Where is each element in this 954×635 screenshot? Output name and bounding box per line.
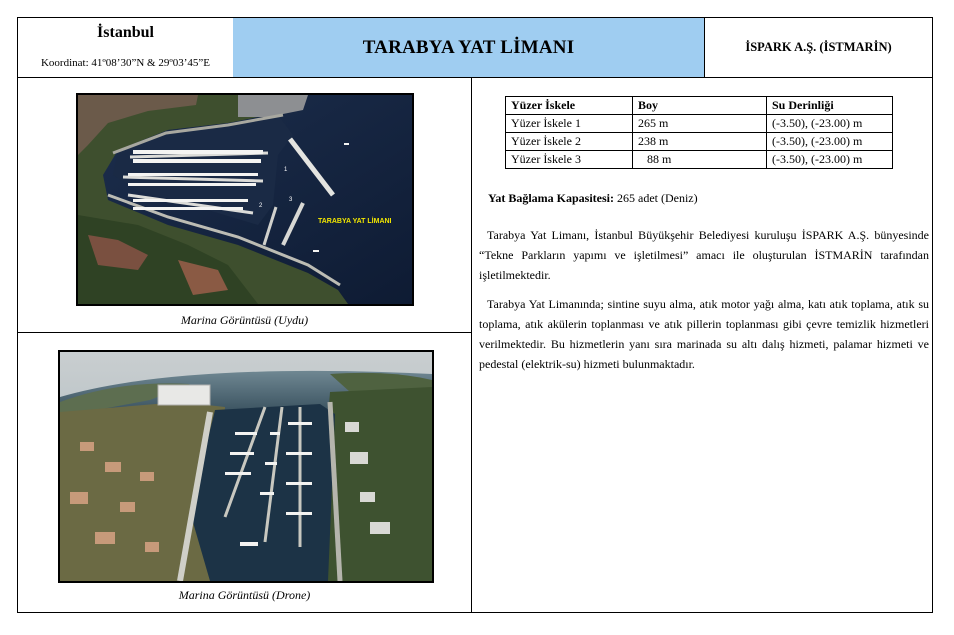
header-length: Boy: [633, 97, 767, 115]
floating-piers-table: [505, 96, 893, 169]
pier-depth: (-3.50), (-23.00) m: [767, 115, 893, 133]
header-row: [18, 18, 932, 78]
header-pier: Yüzer İskele: [506, 97, 633, 115]
pier-length: 238 m: [633, 133, 767, 151]
images-column: [18, 77, 472, 612]
satellite-overlay-label: TARABYA YAT LİMANI: [318, 218, 392, 225]
satellite-image: [76, 93, 414, 306]
column-divider: [18, 332, 471, 333]
pier-name: Yüzer İskele 1: [506, 115, 633, 133]
capacity-value: 265 adet (Deniz): [614, 191, 698, 205]
drone-image: [58, 350, 434, 583]
pier-name: Yüzer İskele 3: [506, 151, 633, 169]
city-name: İstanbul: [97, 24, 154, 41]
pier-length: 88 m: [633, 151, 767, 169]
pier-length: 265 m: [633, 115, 767, 133]
city-cell: [18, 18, 234, 77]
drone-caption: Marina Görüntüsü (Drone): [178, 588, 311, 602]
table-row: [506, 115, 893, 133]
capacity-label: Yat Bağlama Kapasitesi:: [488, 191, 614, 205]
info-column: [472, 77, 932, 612]
mooring-capacity: [488, 191, 698, 206]
operator-paragraph: Tarabya Yat Limanı, İstanbul Büyükşehir Belediyesi kuruluşu İSPARK A.Ş. bünyesinde “Tekne Parkların yapımı ve işletilmesi” amacı ile oluşturulan İSTMARİN tarafından işletilmektedir.: [479, 228, 929, 282]
pier-marker-3: 3: [289, 197, 293, 203]
pier-name: Yüzer İskele 2: [506, 133, 633, 151]
pier-marker-1: 1: [284, 167, 288, 173]
marina-info-sheet: [17, 17, 933, 613]
table-row: [506, 151, 893, 169]
services-paragraph: Tarabya Yat Limanında; sintine suyu alma, atık motor yağı alma, katı atık toplama, atık su toplama, atık akülerin toplanması ve atık pillerin toplanması gibi çevre temizlik hizmetleri verilmektedir. Bu hizmetlerin yanı sıra marinada su altı dalış hizmeti, palamar hizmeti ve pedestal (elektrik-su) hizmeti bulunmaktadır.: [479, 297, 929, 371]
table-header-row: [506, 97, 893, 115]
marina-title: TARABYA YAT LİMANI: [233, 18, 705, 77]
city-coordinates: Koordinat: 41º08’30”N & 29º03’45”E: [40, 57, 211, 69]
satellite-caption: Marina Görüntüsü (Uydu): [180, 313, 309, 327]
pier-marker-2: 2: [259, 203, 263, 209]
header-depth: Su Derinliği: [767, 97, 893, 115]
pier-depth: (-3.50), (-23.00) m: [767, 151, 893, 169]
operator-name: İSPARK A.Ş. (İSTMARİN): [745, 40, 892, 54]
table-row: [506, 133, 893, 151]
pier-depth: (-3.50), (-23.00) m: [767, 133, 893, 151]
